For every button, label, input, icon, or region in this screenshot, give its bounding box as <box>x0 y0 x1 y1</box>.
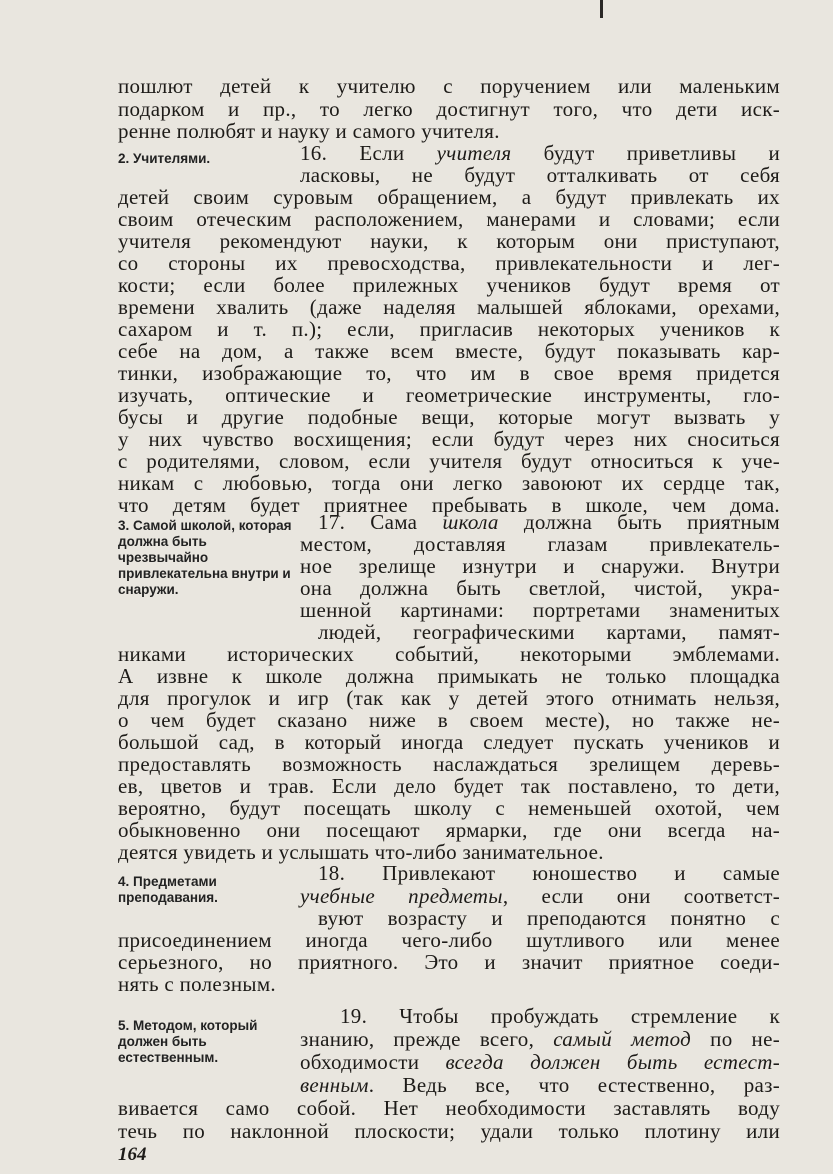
text-line: 19. Чтобы пробуждать стремление к <box>340 1004 780 1028</box>
text-line: обыкновенно они посещают ярмарки, где они всегда на- <box>118 818 780 842</box>
text-line: своим отеческим расположением, манерами и словами; если <box>118 207 780 231</box>
side-heading-teachers: 2. Учителями. <box>118 151 211 166</box>
side-heading-subjects: 4. Предметами преподавания. <box>118 874 218 905</box>
text-line: 16. Если учителя будут приветливы и <box>300 141 780 165</box>
side-heading-school: 3. Самой школой, которая должна быть чрезвычайно привлекательна внутри и снаружи. <box>118 518 292 597</box>
text-line: вивается само собой. Нет необходимости заставлять воду <box>118 1096 780 1120</box>
text-line: серьезного, но приятного. Это и значит приятное соеди- <box>118 950 780 974</box>
text-line: течь по наклонной плоскости; удали только плотину или <box>118 1119 780 1143</box>
text-line: местом, доставляя глазам привлекатель- <box>300 532 780 556</box>
text-line: изучать, оптические и геометрические инструменты, гло- <box>118 383 780 407</box>
text-line: вероятно, будут посещать школу с неменьшей охотой, чем <box>118 796 780 820</box>
text-line: обходимости всегда должен быть естест- <box>300 1050 780 1074</box>
text-line: ренне полюбят и науку и самого учителя. <box>118 119 500 143</box>
text-line: учителя рекомендуют науки, к которым они приступают, <box>118 229 780 253</box>
text-line: большой сад, в который иногда следует пускать учеников и <box>118 730 780 754</box>
text-line: шенной картинами: портретами знаменитых <box>300 598 780 622</box>
text-line: тинки, изображающие то, что им в свое время придется <box>118 361 780 385</box>
text-line: с родителями, словом, если учителя будут относиться к уче- <box>118 449 780 473</box>
text-line: пошлют детей к учителю с поручением или маленьким <box>118 74 780 98</box>
text-line: вуют возрасту и преподаются понятно с <box>318 906 780 930</box>
text-line: подарком и пр., то легко достигнут того, что дети иск- <box>118 97 780 121</box>
text-line: для прогулок и игр (так как у детей этого отнимать нельзя, <box>118 686 780 710</box>
text-line: сахаром и т. п.); если, пригласив некоторых учеников к <box>118 317 780 341</box>
text-line: о чем будет сказано ниже в своем месте), но также не- <box>118 708 780 732</box>
text-line: никам с любовью, тогда они легко завоюют их сердце так, <box>118 471 780 495</box>
scan-edge-mark <box>600 0 603 18</box>
text-line: ласковы, не будут отталкивать от себя <box>300 163 780 187</box>
text-line: бусы и другие подобные вещи, которые могут вызвать у <box>118 405 780 429</box>
page-number: 164 <box>118 1144 147 1165</box>
text-line: что детям будет приятнее пребывать в школе, чем дома. <box>118 493 780 517</box>
text-line: у них чувство восхищения; если будут через них сноситься <box>118 427 780 451</box>
text-line: А извне к школе должна примыкать не только площадка <box>118 664 780 688</box>
text-line: знанию, прежде всего, самый метод по не- <box>300 1027 780 1051</box>
text-line: венным. Ведь все, что естественно, раз- <box>300 1073 780 1097</box>
text-line: ев, цветов и трав. Если дело будет так поставлено, то дети, <box>118 774 780 798</box>
text-line: кости; если более прилежных учеников будут время от <box>118 273 780 297</box>
text-line: времени хвалить (даже наделяя малышей яблоками, орехами, <box>118 295 780 319</box>
text-line: деятся увидеть и услышать что-либо занимательное. <box>118 840 604 864</box>
side-heading-method: 5. Методом, который должен быть естественным. <box>118 1018 258 1065</box>
text-line: ное зрелище изнутри и снаружи. Внутри <box>300 554 780 578</box>
text-line: со стороны их превосходства, привлекательности и лег- <box>118 251 780 275</box>
text-line: присоединением иногда чего-либо шутливого или менее <box>118 928 780 952</box>
text-line: себе на дом, а также всем вместе, будут показывать кар- <box>118 339 780 363</box>
text-line: 17. Сама школа должна быть приятным <box>318 510 780 534</box>
text-line: никами исторических событий, некоторыми эмблемами. <box>118 642 780 666</box>
text-line: предоставлять возможность наслаждаться зрелищем деревь- <box>118 752 780 776</box>
text-line: она должна быть светлой, чистой, укра- <box>300 576 780 600</box>
text-line: 18. Привлекают юношество и самые <box>318 861 780 885</box>
text-line: учебные предметы, если они соответст- <box>300 884 780 908</box>
text-line: людей, географическими картами, памят- <box>318 620 780 644</box>
text-line: детей своим суровым обращением, а будут привлекать их <box>118 185 780 209</box>
text-line: нять с полезным. <box>118 972 276 996</box>
